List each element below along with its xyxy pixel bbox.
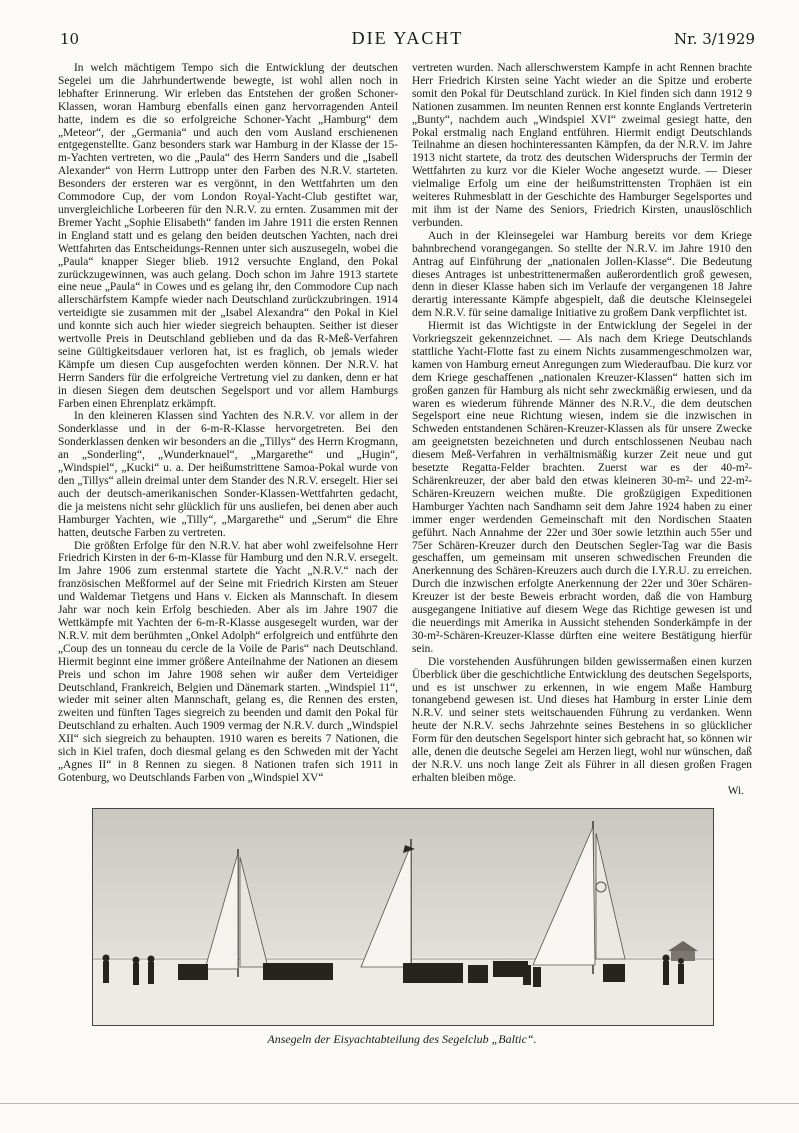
ice-yacht-photo <box>92 808 714 1026</box>
page-bottom-rule <box>0 1103 799 1104</box>
photo-caption: Ansegeln der Eisyachtabteilung des Segelclub „Baltic“. <box>267 1032 537 1046</box>
paragraph: Die vorstehenden Ausführungen bilden gewissermaßen einen kurzen Überblick über die geschichtliche Entwicklung des deutschen Segelsports, und es ist unschwer zu erkennen, in wie engem Maße Hamburg tonangebend gewesen ist. Und dieses hat Hamburg in erster Linie dem N.R.V. und seiner stets weitschauenden Führung zu verdanken. Wenn heute der N.R.V. sechs Jahrzehnte seines Bestehens in so glücklicher Form für den deutschen Segelsport hinter sich gebracht hat, so können wir alle, denen die deutsche Segelei am Herzen liegt, wohl nur wünschen, daß der N.R.V. uns noch lange Zeit als Führer in all diesen großen Fragen erhalten bleiben möge. <box>412 655 752 784</box>
paragraph: Die größten Erfolge für den N.R.V. hat aber wohl zweifelsohne Herr Friedrich Kirsten in der 6-m-Klasse für Hamburg und den N.R.V. ersegelt. Im Jahre 1906 zum erstenmal startete die Yacht „N.R.V.“ nach der französischen Meßformel auf der Seine mit Friedrich Kirsten am Steuer und Waldemar Tietgens und Hans v. Eicken als Mannschaft. In diesem Jahr war noch kein Erfolg beschieden. Aber als im Jahre 1907 die Wettkämpfe mit Yachten der 6-m-R-Klasse ausgesegelt wurden, war der N.R.V. mit dem berühmten „Onkel Adolph“ erfolgreich und entführte den „Coup des un tonneau du cercle de la Voile de Paris“ nach Deutschland. Hiermit beginnt eine immer größere Anteilnahme der Nationen an diesem Preis und schon im Jahre 1908 sehen wir außer dem Verteidiger Deutschland, Frankreich, Belgien und Dänemark starten. „Windspiel 11“, wieder mit seiner alten Mannschaft, gelang es, die Rennen des ersten, zweiten und fünften Tages siegreich zu beenden und damit den Pokal für Deutschland zu erhalten. Auch 1909 vermag der N.R.V. durch „Windspiel XII“ sich siegreich zu behaupten. 1910 waren es bereits 7 Nationen, die sich in Kiel trafen, doch diesmal gelang es den Schweden mit der Yacht „Agnes II“ in 8 Rennen zu siegen. 8 Nationen trafen sich 1911 in Gotenburg, wo Deutschlands Farben von „Windspiel XV“ <box>58 539 398 784</box>
magazine-title: DIE YACHT <box>351 28 464 48</box>
page-header <box>60 30 755 54</box>
paragraph: Auch in der Kleinsegelei war Hamburg bereits vor dem Kriege bahnbrechend vorangegangen. So stellte der N.R.V. im Jahre 1910 den Antrag auf Einführung der „nationalen Jollen-Klasse“. Die Bedeutung dieses Antrages ist unbestrittenermaßen außerordentlich groß gewesen, denn in dieser Klasse haben sich im Verlaufe der vergangenen 18 Jahre derartig interessante Kämpfe abgespielt, daß die deutsche Kleinsegelei dem N.R.V. für seine damalige Initiative zu großem Dank verpflichtet ist. <box>412 229 752 320</box>
right-column <box>412 62 752 797</box>
author-signature: Wi. <box>727 784 744 797</box>
paragraph: Hiermit ist das Wichtigste in der Entwicklung der Segelei in der Vorkriegszeit gekennzeichnet. — Als nach dem Kriege Deutschlands stattliche Yacht-Flotte fast zu einem Nichts zusammengeschmolzen war, kamen von Hamburg erneut Anregungen zum Wiederaufbau. Die kurz vor dem Kriege geschaffenen „nationalen Kreuzer-Klassen“ hatten sich im großen ganzen für Hamburg als nicht sehr zweckmäßig erwiesen, und da waren es wiederum führende Männer des N.R.V., die dem deutschen Segelsport eine neue Richtung wiesen, indem sie die inzwischen in Schweden entstandenen Schären-Kreuzer-Klassen als für unsere Zwecke am geeignetsten bezeichneten und durch entschlossenen Neubau nach diesem Meß-Verfahren in verhältnismäßig kurzer Zeit neue und gut besetzte Regatta-Felder brachten. Zuerst war es der 40-m²-Schärenkreuzer, der aber bald den etwas kleineren 30-m²- und 22-m²-Schären-Kreuzern weichen mußte. Die großzügigen Expeditionen Hamburger Yachten nach Sandhamn seit dem Jahre 1924 haben zu einer immer enger werdenden Gemeinschaft mit den Nordischen Staaten geführt. Nach Annahme der 22er und 30er sowie letzthin auch 55er und 75er Schären-Kreuzer durch den Deutschen Segler-Tag war die Basis geschaffen, um gemeinsam mit unseren schwedischen Freunden die Anerkennung des Schären-Kreuzers auch durch die I.Y.R.U. zu erreichen. Durch die inzwischen erfolgte Anerkennung der 22er und 30er Schären-Kreuzer ist der beste Beweis erbracht worden, daß die von Hamburg ausgegangene Initiative auf diesem Wege das Richtige gewesen ist und die neuerdings mit Amerika in Aussicht stehenden Sonderkämpfe in der 30-m²-Schären-Kreuzer-Klasse dürften eine weitere Bestätigung hierfür sein. <box>412 320 752 655</box>
left-column <box>58 62 398 784</box>
paragraph: In welch mächtigem Tempo sich die Entwicklung der deutschen Segelei um die Jahrhundertwende bewegte, ist wohl allen noch in lebhafter Erinnerung. Wir erleben das Entstehen der großen Schoner-Klassen, woran Hamburg ebenfalls einen ganz hervorragenden Anteil hatte, indem es die so erfolgreiche Schoner-Yacht „Hamburg“ dem „Meteor“, der „Germania“ und auch den vom Ausland erschienenen entgegenstellte. Ganz besonders stark war Hamburg in der Klasse der 15-m-Yachten vertreten, wo die „Paula“ des Herrn Sanders und die „Isabell Alexander“ von Herrn Luttropp unter den Farben des N.R.V. starteten. Besonders der ersteren war es vergönnt, in den Wettfahrten um den Commodore Cup, der vom London Royal-Yacht-Club gestiftet war, unvergleichliche Lorbeeren für den N.R.V. zu ernten. Zusammen mit der Bremer Yacht „Sophie Elisabeth“ fanden im Jahre 1911 die ersten Rennen in England statt und es gelang den beiden deutschen Yachten, nach drei Wettfahrten das Entscheidungs-Rennen unter sich auszusegeln, wobei die „Paula“ knapper Sieger blieb. 1912 versuchte England, den Pokal zurückzugewinnen, was auch gelang. Doch schon im Jahre 1913 startete eine neue „Paula“ in Cowes und es gelang ihr, den Commodore Cup nach allerschärfstem Kampfe wieder nach Deutschland zurückzubringen. 1914 verteidigte sie zusammen mit der „Isabel Alexandra“ den Pokal in Kiel und konnte sich auch hier wieder siegreich behaupten. Seither ist dieser wertvolle Preis in Deutschland geblieben und da das R-Meß-Verfahren seine Gültigkeitsdauer verloren hat, ist es fraglich, ob jemals wieder Kämpfe um diesen Cup ausgefochten werden können. Der N.R.V. hat Herrn Sanders für die erfolgreiche Vertretung viel zu danken, denn er hat in diesen Siegen dem deutschen Segelsport und vor allem Hamburgs Farben einen Ehrenplatz erkämpft. <box>58 62 398 410</box>
paragraph: vertreten wurden. Nach allerschwerstem Kampfe in acht Rennen brachte Herr Friedrich Kirsten seine Yacht wieder an die Spitze und eroberte somit den Pokal für Deutschland zurück. In Kiel finden sich dann 1912 9 Nationen zusammen. Im neunten Rennen erst konnte Englands Vertreterin „Bunty“, nachdem auch „Windspiel XVI“ zweimal gesiegt hatte, den Pokal erstmalig nach England entführen. Hiermit endigt Deutschlands Teilnahme an diesen hochinteressanten Kämpfen, da der N.R.V. im Jahre 1913 nicht startete, da trotz des deutschen Widerspruchs der Termin der Wettfahrten zu kurz vor die Kieler Woche angesetzt wurde. — Dieser vielmalige Erfolg um eine der heißumstrittensten Trophäen ist ein weiteres Ruhmesblatt in der Geschichte des Hamburger Segelsportes und mit ihm ist der Name des Seniors, Friedrich Kirsten, unauslöschlich verbunden. <box>412 62 752 229</box>
article-body <box>58 62 752 797</box>
page-number: 10 <box>60 30 80 48</box>
issue-number: Nr. 3/1929 <box>674 30 755 48</box>
ice-yacht-photo-illustration <box>93 809 713 1025</box>
paragraph: In den kleineren Klassen sind Yachten des N.R.V. vor allem in der Sonderklasse und in der 6-m-R-Klasse hervorgetreten. Bei den Sonderklassen denken wir besonders an die „Tillys“ des Herrn Krogmann, an „Sonderling“, „Wunderknauel“, „Margarethe“ und „Hugin“, „Windspiel“, „Kucki“ u. a. Der heißumstrittene Samoa-Pokal wurde von den „Tillys“ allein dreimal unter dem Stander des N.R.V. ersegelt. Hier sei auch der deutsch-amerikanischen Sonder-Klassen-Wettfahrten gedacht, die ja meistens nicht sehr glücklich für uns ausliefen, bei denen aber auch Hamburger Yachten, wie „Tilly“, „Margarethe“ und „Serum“ die Ehre hatten, deutsche Farben zu vertreten. <box>58 410 398 539</box>
